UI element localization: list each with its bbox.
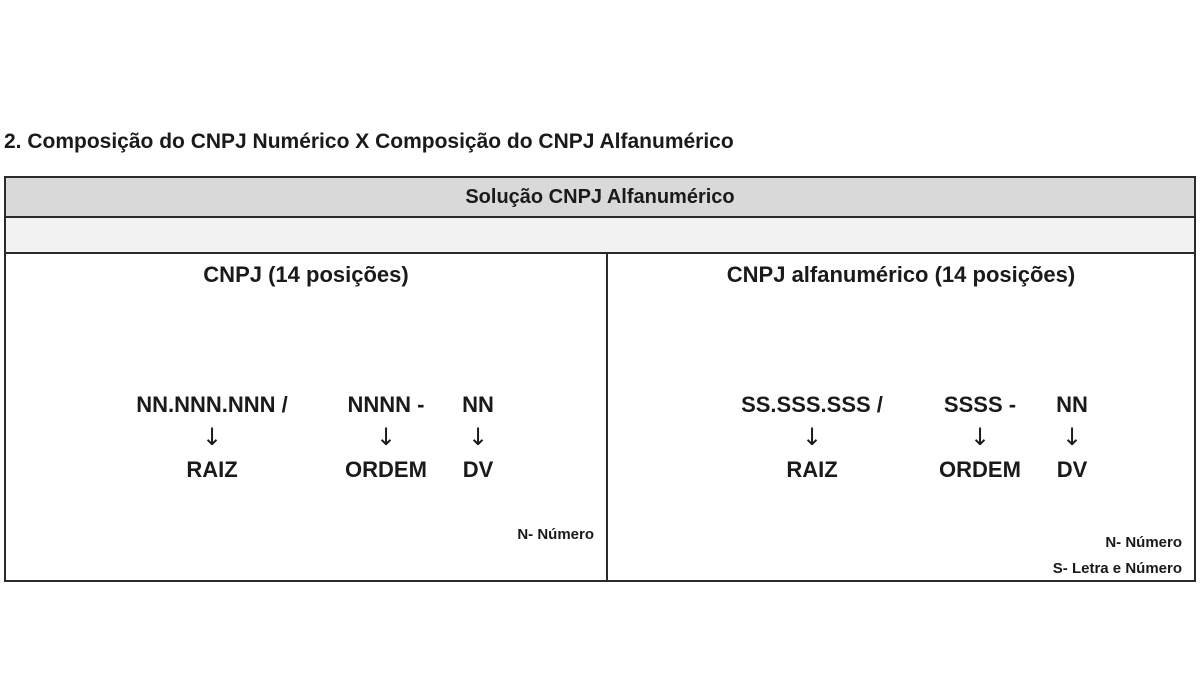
segment-dv-alphanumeric [1040, 390, 1104, 486]
segment-raiz-alphanumeric [712, 390, 912, 486]
panel-title-alphanumeric: CNPJ alfanumérico (14 posições) [726, 262, 1076, 287]
segment-label: RAIZ [786, 457, 838, 482]
panel-title-numeric: CNPJ (14 posições) [203, 262, 409, 287]
legend-numeric [517, 526, 594, 543]
panel-numeric-cnpj [6, 254, 608, 580]
segment-code: NN [1056, 392, 1088, 417]
segment-raiz-numeric [112, 390, 312, 486]
legend-item: S- Letra e Número [1052, 560, 1182, 577]
panel-alphanumeric-cnpj [608, 254, 1194, 580]
segment-ordem-numeric [326, 390, 446, 486]
legend-item: N- Número [517, 526, 594, 543]
segment-ordem-alphanumeric [920, 390, 1040, 486]
segment-code: SS.SSS.SSS / [741, 392, 883, 417]
segment-dv-numeric [446, 390, 510, 486]
legend-alphanumeric [1053, 530, 1182, 582]
cnpj-table [4, 176, 1196, 582]
segment-label: ORDEM [939, 457, 1021, 482]
segment-code: NNNN - [347, 392, 425, 417]
legend-item: N- Número [1105, 534, 1182, 551]
table-header: Solução CNPJ Alfanumérico [6, 178, 1194, 218]
segment-label: RAIZ [186, 457, 238, 482]
segment-label: DV [462, 457, 494, 482]
table-spacer-row [6, 218, 1194, 254]
down-arrow-icon: ↓ [375, 423, 397, 451]
down-arrow-icon: ↓ [801, 423, 823, 451]
segment-label: ORDEM [345, 457, 427, 482]
down-arrow-icon: ↓ [467, 423, 489, 451]
down-arrow-icon: ↓ [1061, 423, 1083, 451]
down-arrow-icon: ↓ [969, 423, 991, 451]
section-title: 2. Composição do CNPJ Numérico X Composição do CNPJ Alfanumérico [4, 130, 734, 153]
segment-code: NN.NNN.NNN / [136, 392, 288, 417]
segment-code: NN [462, 392, 494, 417]
down-arrow-icon: ↓ [201, 423, 223, 451]
segment-code: SSSS - [943, 392, 1017, 417]
segment-label: DV [1056, 457, 1088, 482]
